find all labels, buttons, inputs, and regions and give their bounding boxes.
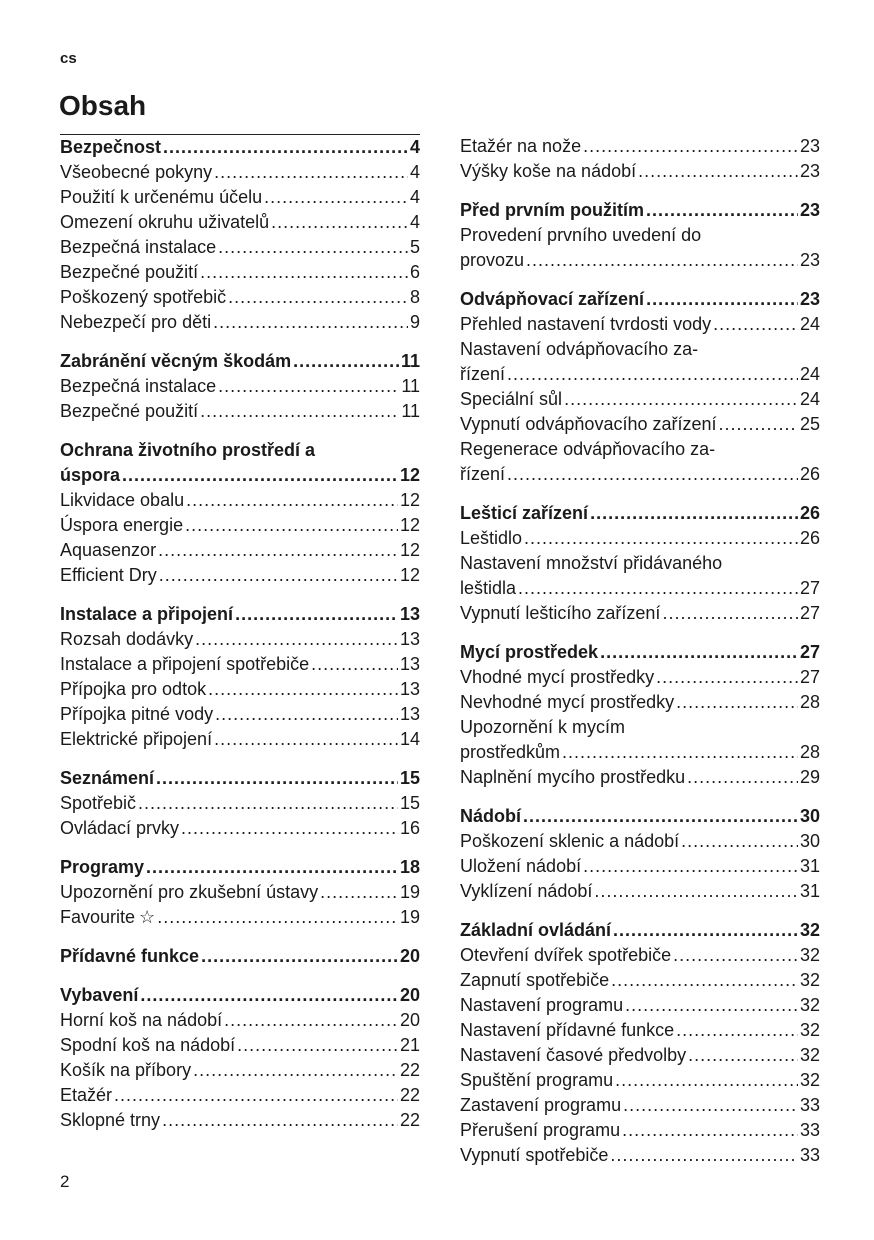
toc-entry[interactable] xyxy=(460,601,820,626)
toc-entry-label: Sklopné trny xyxy=(60,1110,161,1130)
toc-heading-label: Přídavné funkce xyxy=(60,946,200,966)
toc-entry-line[interactable]: Upozornění k mycím xyxy=(460,717,626,737)
toc-entry[interactable] xyxy=(460,854,820,879)
toc-section-heading[interactable] xyxy=(60,349,420,374)
toc-page-number: 27 xyxy=(799,603,820,623)
toc-heading-label: Vybavení xyxy=(60,985,139,1005)
toc-entry[interactable] xyxy=(60,374,420,399)
toc-entry-label: Bezpečné použití xyxy=(60,262,199,282)
toc-page-number: 32 xyxy=(799,920,820,940)
leader-dots xyxy=(564,387,798,412)
toc-page-number: 6 xyxy=(409,262,420,282)
toc-page-number: 12 xyxy=(399,490,420,510)
toc-section-heading[interactable] xyxy=(460,804,820,829)
toc-entry-label: Favourite xyxy=(60,907,136,927)
toc-page-number: 12 xyxy=(399,515,420,535)
toc-heading-label: Instalace a připojení xyxy=(60,604,234,624)
toc-entry[interactable] xyxy=(460,159,820,184)
toc-page-number: 27 xyxy=(799,578,820,598)
toc-page-number: 19 xyxy=(399,907,420,927)
toc-section-heading[interactable] xyxy=(460,918,820,943)
leader-dots xyxy=(594,879,798,904)
toc-entry[interactable] xyxy=(60,235,420,260)
toc-entry-label: řízení xyxy=(460,464,506,484)
toc-page-number: 22 xyxy=(399,1110,420,1130)
toc-page-number: 28 xyxy=(799,692,820,712)
toc-page-number: 13 xyxy=(399,604,420,624)
leader-dots xyxy=(713,312,798,337)
leader-dots xyxy=(320,880,398,905)
leader-dots xyxy=(218,374,399,399)
leader-dots xyxy=(293,349,399,374)
toc-entry-label: Poškozený spotřebič xyxy=(60,287,227,307)
leader-dots xyxy=(613,918,798,943)
toc-page-number: 11 xyxy=(401,401,420,421)
leader-dots xyxy=(600,640,798,665)
leader-dots xyxy=(215,702,398,727)
toc-page-number: 33 xyxy=(799,1095,820,1115)
leader-dots xyxy=(662,601,798,626)
toc-entry[interactable] xyxy=(460,576,820,601)
leader-dots xyxy=(181,816,398,841)
toc-entry-label: Košík na příbory xyxy=(60,1060,192,1080)
toc-entry-label: Použití k určenému účelu xyxy=(60,187,263,207)
toc-page-number: 24 xyxy=(799,364,820,384)
toc-page-number: 13 xyxy=(399,654,420,674)
toc-page-number: 23 xyxy=(799,289,820,309)
toc-entry[interactable] xyxy=(60,702,420,727)
toc-heading-label: Nádobí xyxy=(460,806,521,826)
toc-entry-label: Horní koš na nádobí xyxy=(60,1010,223,1030)
toc-entry[interactable] xyxy=(460,526,820,551)
toc-entry-label: Etažér xyxy=(60,1085,113,1105)
toc-section xyxy=(460,198,820,273)
toc-entry[interactable] xyxy=(460,462,820,487)
toc-entry-label: Naplnění mycího prostředku xyxy=(460,767,686,787)
toc-section xyxy=(60,983,420,1133)
toc-entry[interactable] xyxy=(460,1143,820,1168)
toc-page-number: 4 xyxy=(409,137,420,157)
toc-section xyxy=(60,438,420,588)
toc-entry-label: Vyklízení nádobí xyxy=(460,881,593,901)
toc-entry-label: Uložení nádobí xyxy=(460,856,582,876)
toc-entry-label: Otevření dvířek spotřebiče xyxy=(460,945,672,965)
toc-page-number: 21 xyxy=(399,1035,420,1055)
leader-dots xyxy=(507,462,798,487)
toc-section xyxy=(460,804,820,904)
toc-page-number: 13 xyxy=(399,629,420,649)
leader-dots xyxy=(195,627,398,652)
toc-left-column xyxy=(60,134,420,1147)
toc-section xyxy=(60,602,420,752)
toc-page-number: 20 xyxy=(399,946,420,966)
leader-dots xyxy=(193,1058,398,1083)
toc-section xyxy=(60,766,420,841)
leader-dots xyxy=(264,185,408,210)
toc-entry-label: Nastavení programu xyxy=(460,995,624,1015)
toc-entry-label: Bezpečná instalace xyxy=(60,376,217,396)
toc-entry[interactable] xyxy=(60,816,420,841)
toc-page-number: 30 xyxy=(799,806,820,826)
toc-entry-label: Přerušení programu xyxy=(460,1120,621,1140)
toc-entry[interactable] xyxy=(60,791,420,816)
toc-entry[interactable] xyxy=(60,185,420,210)
toc-heading-label: Mycí prostředek xyxy=(460,642,599,662)
leader-dots xyxy=(673,943,798,968)
leader-dots xyxy=(646,287,798,312)
toc-page-number: 13 xyxy=(399,704,420,724)
toc-entry[interactable] xyxy=(60,905,420,930)
toc-page-number: 33 xyxy=(799,1145,820,1165)
toc-entry[interactable] xyxy=(60,880,420,905)
leader-dots xyxy=(156,766,398,791)
page-title: Obsah xyxy=(59,90,147,121)
toc-entry-label: Ovládací prvky xyxy=(60,818,180,838)
toc-entry[interactable] xyxy=(460,993,820,1018)
toc-entry-label: Rozsah dodávky xyxy=(60,629,194,649)
toc-entry-label: Elektrické připojení xyxy=(60,729,213,749)
toc-page-number: 32 xyxy=(799,1020,820,1040)
toc-entry-label: Speciální sůl xyxy=(460,389,563,409)
toc-page-number: 13 xyxy=(399,679,420,699)
leader-dots xyxy=(676,1018,798,1043)
toc-page-number: 11 xyxy=(401,376,420,396)
toc-entry-line[interactable]: Nastavení odvápňovacího za- xyxy=(460,339,699,359)
toc-page-number: 16 xyxy=(399,818,420,838)
leader-dots xyxy=(687,765,798,790)
toc-entry[interactable] xyxy=(60,677,420,702)
leader-dots xyxy=(507,362,798,387)
toc-section-heading[interactable] xyxy=(60,983,420,1008)
toc-entry-label: Poškození sklenic a nádobí xyxy=(460,831,680,851)
leader-dots xyxy=(201,944,398,969)
leader-dots xyxy=(146,855,398,880)
leader-dots xyxy=(610,1143,798,1168)
toc-entry-label: Všeobecné pokyny xyxy=(60,162,213,182)
toc-heading-label: úspora xyxy=(60,465,121,485)
toc-entry[interactable] xyxy=(460,1118,820,1143)
toc-entry[interactable] xyxy=(460,248,820,273)
toc-entry[interactable] xyxy=(460,665,820,690)
toc-page-number: 29 xyxy=(799,767,820,787)
toc-entry[interactable] xyxy=(460,1068,820,1093)
leader-dots xyxy=(235,602,398,627)
leader-dots xyxy=(526,248,798,273)
leader-dots xyxy=(524,526,798,551)
toc-entry[interactable] xyxy=(460,943,820,968)
leader-dots xyxy=(140,983,398,1008)
toc-entry[interactable] xyxy=(60,160,420,185)
toc-entry-label: Omezení okruhu uživatelů xyxy=(60,212,270,232)
toc-entry[interactable] xyxy=(60,210,420,235)
toc-section xyxy=(60,855,420,930)
toc-page-number: 30 xyxy=(799,831,820,851)
toc-entry[interactable] xyxy=(60,538,420,563)
toc-entry-label: Nastavení přídavné funkce xyxy=(460,1020,675,1040)
toc-entry-label: řízení xyxy=(460,364,506,384)
toc-entry-label: Přípojka pitné vody xyxy=(60,704,214,724)
toc-entry-label: leštidla xyxy=(460,578,517,598)
toc-entry[interactable] xyxy=(460,1043,820,1068)
toc-entry-label: Spuštění programu xyxy=(460,1070,614,1090)
toc-section-heading[interactable] xyxy=(460,198,820,223)
toc-entry[interactable] xyxy=(460,387,820,412)
toc-entry[interactable] xyxy=(60,310,420,335)
toc-entry-label: Likvidace obalu xyxy=(60,490,185,510)
toc-page-number: 12 xyxy=(399,465,420,485)
toc-page-number: 27 xyxy=(799,642,820,662)
toc-entry-line[interactable]: Provedení prvního uvedení do xyxy=(460,225,702,245)
leader-dots xyxy=(638,159,798,184)
toc-entry-label: Spodní koš na nádobí xyxy=(60,1035,236,1055)
toc-page-number: 14 xyxy=(399,729,420,749)
toc-page-number: 23 xyxy=(799,200,820,220)
toc-entry[interactable] xyxy=(460,740,820,765)
toc-page-number: 20 xyxy=(399,985,420,1005)
leader-dots xyxy=(583,134,798,159)
leader-dots xyxy=(271,210,408,235)
toc-section-heading[interactable] xyxy=(60,602,420,627)
leader-dots xyxy=(656,665,798,690)
toc-entry-label: Úspora energie xyxy=(60,515,184,535)
toc-entry-label: Nevhodné mycí prostředky xyxy=(460,692,675,712)
leader-dots xyxy=(163,135,408,160)
toc-entry-label: Spotřebič xyxy=(60,793,137,813)
leader-dots xyxy=(214,727,398,752)
toc-entry[interactable] xyxy=(460,1018,820,1043)
leader-dots xyxy=(157,905,398,930)
toc-page-number: 23 xyxy=(799,161,820,181)
toc-heading-label: Programy xyxy=(60,857,145,877)
leader-dots xyxy=(138,791,398,816)
toc-entry[interactable] xyxy=(460,968,820,993)
toc-entry-line[interactable]: Nastavení množství přidávaného xyxy=(460,553,723,573)
leader-dots xyxy=(218,235,408,260)
toc-entry-label: Vypnutí spotřebiče xyxy=(460,1145,609,1165)
language-code: cs xyxy=(60,50,77,67)
toc-page-number: 20 xyxy=(399,1010,420,1030)
leader-dots xyxy=(623,1093,798,1118)
leader-dots xyxy=(646,198,798,223)
toc-entry[interactable] xyxy=(60,513,420,538)
leader-dots xyxy=(228,285,408,310)
leader-dots xyxy=(622,1118,798,1143)
star-outline-icon: ☆ xyxy=(139,907,156,927)
toc-entry[interactable] xyxy=(460,690,820,715)
toc-entry[interactable] xyxy=(60,1058,420,1083)
leader-dots xyxy=(122,463,398,488)
toc-entry-label: Instalace a připojení spotřebiče xyxy=(60,654,310,674)
leader-dots xyxy=(688,1043,798,1068)
toc-entry-label: Přehled nastavení tvrdosti vody xyxy=(460,314,712,334)
leader-dots xyxy=(213,310,408,335)
leader-dots xyxy=(200,260,408,285)
toc-entry-label: Vypnutí odvápňovacího zařízení xyxy=(460,414,717,434)
leader-dots xyxy=(162,1108,398,1133)
toc-entry-label: Upozornění pro zkušební ústavy xyxy=(60,882,319,902)
toc-page-number: 24 xyxy=(799,389,820,409)
toc-entry-label: Vhodné mycí prostředky xyxy=(460,667,655,687)
toc-section-heading-line[interactable]: Ochrana životního prostředí a xyxy=(60,440,316,460)
toc-heading-label: Odvápňovací zařízení xyxy=(460,289,645,309)
leader-dots xyxy=(625,993,798,1018)
toc-page-number: 12 xyxy=(399,565,420,585)
toc-section-heading[interactable] xyxy=(460,501,820,526)
toc-entry[interactable] xyxy=(60,727,420,752)
toc-entry[interactable] xyxy=(460,134,820,159)
toc-page-number: 15 xyxy=(399,768,420,788)
toc-entry[interactable] xyxy=(60,627,420,652)
leader-dots xyxy=(523,804,798,829)
leader-dots xyxy=(200,399,399,424)
toc-section xyxy=(460,640,820,790)
toc-page-number: 32 xyxy=(799,1045,820,1065)
toc-section-heading[interactable] xyxy=(460,287,820,312)
toc-section xyxy=(460,918,820,1168)
toc-entry[interactable] xyxy=(60,488,420,513)
page-number: 2 xyxy=(60,1172,70,1191)
toc-entry-label: Vypnutí lešticího zařízení xyxy=(460,603,661,623)
toc-entry[interactable] xyxy=(60,1108,420,1133)
leader-dots xyxy=(208,677,398,702)
toc-entry-label: Leštidlo xyxy=(460,528,523,548)
toc-entry[interactable] xyxy=(460,765,820,790)
toc-section-heading[interactable] xyxy=(60,463,420,488)
toc-heading-label: Zabránění věcným škodám xyxy=(60,351,292,371)
leader-dots xyxy=(518,576,798,601)
toc-page-number: 19 xyxy=(399,882,420,902)
toc-page-number: 11 xyxy=(400,351,420,371)
toc-entry[interactable] xyxy=(460,412,820,437)
toc-heading-label: Základní ovládání xyxy=(460,920,612,940)
toc-entry[interactable] xyxy=(60,1033,420,1058)
toc-page-number: 28 xyxy=(799,742,820,762)
toc-page-number: 31 xyxy=(799,881,820,901)
toc-page-number: 22 xyxy=(399,1085,420,1105)
toc-page-number: 24 xyxy=(799,314,820,334)
toc-entry[interactable] xyxy=(460,1093,820,1118)
toc-page-number: 5 xyxy=(409,237,420,257)
toc-page-number: 32 xyxy=(799,995,820,1015)
toc-page-number: 31 xyxy=(799,856,820,876)
toc-section xyxy=(460,501,820,626)
leader-dots xyxy=(311,652,398,677)
toc-entry-label: Přípojka pro odtok xyxy=(60,679,207,699)
leader-dots xyxy=(590,501,798,526)
toc-page-number: 26 xyxy=(799,464,820,484)
leader-dots xyxy=(583,854,798,879)
leader-dots xyxy=(719,412,798,437)
leader-dots xyxy=(676,690,798,715)
toc-heading-label: Bezpečnost xyxy=(60,137,162,157)
toc-entry[interactable] xyxy=(60,1083,420,1108)
toc-page-number: 27 xyxy=(799,667,820,687)
leader-dots xyxy=(681,829,798,854)
toc-entry-label: Efficient Dry xyxy=(60,565,157,585)
toc-section xyxy=(60,944,420,969)
toc-entry-label: Zapnutí spotřebiče xyxy=(460,970,610,990)
toc-section xyxy=(460,287,820,487)
toc-page-number: 15 xyxy=(399,793,420,813)
toc-section-heading[interactable] xyxy=(60,766,420,791)
toc-entry-label: provozu xyxy=(460,250,525,270)
leader-dots xyxy=(214,160,408,185)
toc-page-number: 8 xyxy=(409,287,420,307)
leader-dots xyxy=(186,488,398,513)
toc-section-heading[interactable] xyxy=(60,855,420,880)
leader-dots xyxy=(562,740,798,765)
toc-entry-label: Bezpečná instalace xyxy=(60,237,217,257)
toc-entry[interactable] xyxy=(460,362,820,387)
toc-page-number: 4 xyxy=(409,162,420,182)
toc-section xyxy=(60,135,420,335)
toc-entry[interactable] xyxy=(60,652,420,677)
leader-dots xyxy=(158,538,398,563)
toc-page-number: 9 xyxy=(409,312,420,332)
toc-entry[interactable] xyxy=(460,312,820,337)
toc-heading-label: Před prvním použitím xyxy=(460,200,645,220)
toc-page-number: 23 xyxy=(799,136,820,156)
toc-entry-line[interactable]: Regenerace odvápňovacího za- xyxy=(460,439,716,459)
toc-page-number: 4 xyxy=(409,187,420,207)
toc-entry-label: Výšky koše na nádobí xyxy=(460,161,637,181)
leader-dots xyxy=(615,1068,798,1093)
leader-dots xyxy=(114,1083,398,1108)
toc-page-number: 32 xyxy=(799,1070,820,1090)
toc-entry[interactable] xyxy=(60,1008,420,1033)
leader-dots xyxy=(185,513,398,538)
toc-page-number: 25 xyxy=(799,414,820,434)
toc-entry[interactable] xyxy=(60,563,420,588)
toc-page-number: 18 xyxy=(399,857,420,877)
toc-entry-label: Bezpečné použití xyxy=(60,401,199,421)
toc-section-heading[interactable] xyxy=(60,944,420,969)
toc-entry[interactable] xyxy=(460,879,820,904)
leader-dots xyxy=(224,1008,398,1033)
toc-page-number: 23 xyxy=(799,250,820,270)
toc-section xyxy=(60,349,420,424)
toc-page-number: 33 xyxy=(799,1120,820,1140)
toc-section xyxy=(460,134,820,184)
toc-heading-label: Seznámení xyxy=(60,768,155,788)
toc-page-number: 26 xyxy=(799,528,820,548)
toc-page-number: 12 xyxy=(399,540,420,560)
toc-page-number: 26 xyxy=(799,503,820,523)
toc-entry[interactable] xyxy=(460,829,820,854)
toc-heading-label: Lešticí zařízení xyxy=(460,503,589,523)
leader-dots xyxy=(611,968,798,993)
toc-entry-label: Nebezpečí pro děti xyxy=(60,312,212,332)
toc-right-column xyxy=(460,134,820,1182)
toc-entry[interactable] xyxy=(60,399,420,424)
toc-section-heading[interactable] xyxy=(460,640,820,665)
toc-entry-label: Etažér na nože xyxy=(460,136,582,156)
toc-page-number: 32 xyxy=(799,945,820,965)
leader-dots xyxy=(237,1033,398,1058)
leader-dots xyxy=(159,563,398,588)
toc-entry-label: Zastavení programu xyxy=(460,1095,622,1115)
toc-page-number: 4 xyxy=(409,212,420,232)
toc-entry-label: prostředkům xyxy=(460,742,561,762)
toc-page-number: 32 xyxy=(799,970,820,990)
toc-entry-label: Nastavení časové předvolby xyxy=(460,1045,687,1065)
toc-entry[interactable] xyxy=(60,260,420,285)
toc-section-heading[interactable] xyxy=(60,135,420,160)
toc-entry-label: Aquasenzor xyxy=(60,540,157,560)
toc-entry[interactable] xyxy=(60,285,420,310)
toc-page-number: 22 xyxy=(399,1060,420,1080)
